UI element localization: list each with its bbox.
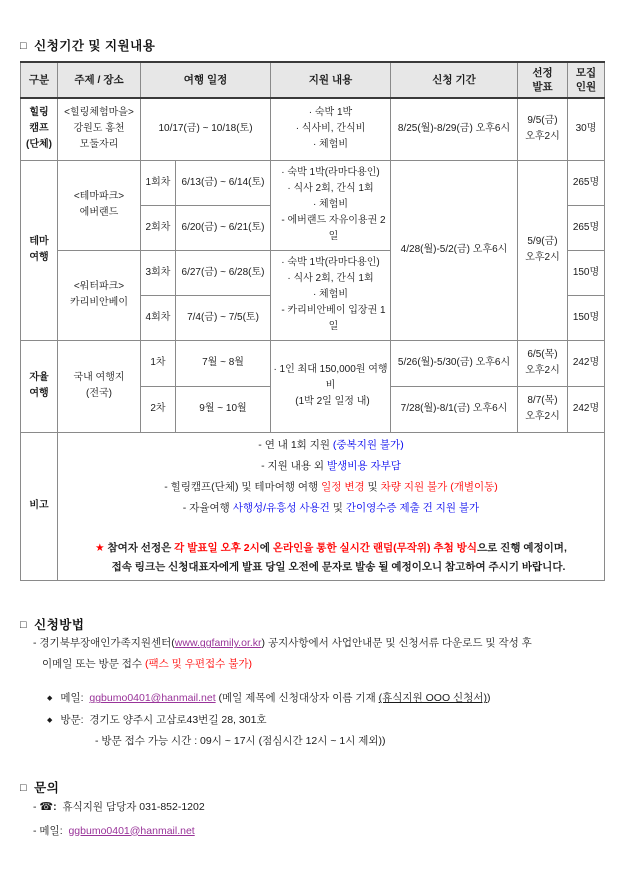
theme-announce	[518, 160, 568, 340]
theme-caribbean-place	[58, 250, 141, 340]
text-run: 에	[259, 541, 273, 554]
section-title-text: 신청기간 및 지원내용	[34, 39, 156, 53]
caribbean-support-l3: · 체험비	[312, 289, 349, 300]
healing-place-l2: 강원도 홍천	[73, 123, 125, 135]
theme-round3-date: 6/27(금) ~ 6/28(토)	[176, 250, 271, 295]
phone-icon: ☎	[39, 801, 54, 814]
header-period: 신청 기간	[391, 62, 518, 98]
header-capacity-line2: 인원	[575, 81, 597, 93]
text-run: - 힐링캠프(단체) 및 테마여행 여행	[164, 480, 322, 493]
free-round2-announce-l2: 오후2시	[525, 411, 560, 422]
row-theme-1	[21, 160, 605, 205]
healing-capacity: 30명	[568, 98, 605, 160]
visit-time-line: - 방문 접수 가능 시간 : 09시 ~ 17시 (점심시간 12시 ~ 1시 제외))	[95, 735, 386, 748]
phone-number-text: 휴식지원 담당자 031-852-1202	[62, 801, 205, 814]
text-run-red: (팩스 및 우편접수 불가)	[144, 658, 253, 671]
section-title-text: 신청방법	[34, 618, 85, 633]
everland-support-l4: - 에버랜드 자유이용권 2일	[281, 215, 386, 242]
theme-caribbean-support	[271, 250, 391, 340]
free-round2-date: 9월 ~ 10월	[176, 386, 271, 432]
text-run: - 연 내 1회 지원	[258, 438, 333, 451]
healing-type	[21, 98, 58, 160]
text-run: - 지원 내용 외	[261, 459, 327, 472]
contact-email-link[interactable]: ggbumo0401@hanmail.net	[68, 824, 195, 837]
free-type-l2: 여행	[29, 388, 49, 399]
theme-type-l1: 테마	[29, 236, 49, 247]
text-run: - 자율여행	[182, 501, 233, 514]
text-run-blue: 간이영수증 제출 건 지원 불가	[345, 501, 480, 514]
star-icon: ★	[95, 541, 105, 554]
row-free-1	[21, 340, 605, 386]
free-round1-no: 1차	[141, 340, 176, 386]
remark-line-2	[60, 456, 602, 477]
selection-notice	[60, 539, 602, 559]
free-round1-capacity: 242명	[568, 340, 605, 386]
free-round2-announce	[518, 386, 568, 432]
everland-place-l1: <테마파크>	[73, 191, 125, 202]
theme-round4-no: 4회차	[141, 295, 176, 340]
row-healing-camp	[21, 98, 605, 160]
healing-support-l3: · 체험비	[312, 139, 349, 151]
free-support-l1: · 1인 최대 150,000원 여행비	[273, 364, 388, 391]
free-round2-capacity: 242명	[568, 386, 605, 432]
free-place-l1: 국내 여행지	[73, 372, 125, 383]
everland-support-l3: · 체험비	[312, 199, 349, 210]
theme-round2-no: 2회차	[141, 205, 176, 250]
text-run-red: 온라인을 통한 실시간 랜덤(무작위) 추첨 방식	[272, 541, 477, 554]
healing-announce	[518, 98, 568, 160]
free-round1-date: 7월 ~ 8월	[176, 340, 271, 386]
text-run: :	[53, 801, 57, 814]
caribbean-place-l2: 카리비안베이	[70, 297, 128, 308]
theme-everland-support	[271, 160, 391, 250]
theme-round4-capacity: 150명	[568, 295, 605, 340]
text-run: - 메일:	[33, 824, 63, 837]
free-round2-no: 2차	[141, 386, 176, 432]
free-round1-announce-l1: 6/5(목)	[527, 349, 558, 360]
text-run: 및	[364, 480, 381, 493]
square-bullet-icon: □	[20, 619, 28, 632]
section-title-text: 문의	[34, 781, 60, 796]
apply-line-1	[20, 633, 604, 654]
remark-line-1	[60, 435, 602, 456]
header-announce-line1: 선정	[532, 66, 553, 79]
text-run-red: 차량 지원 불가 (개별이동)	[380, 480, 498, 493]
theme-round3-capacity: 150명	[568, 250, 605, 295]
text-run: - 경기북부장애인가족지원센터(	[33, 637, 175, 650]
remarks-content	[58, 432, 605, 581]
free-round1-announce	[518, 340, 568, 386]
theme-announce-l1: 5/9(금)	[527, 236, 558, 247]
table-header-row	[21, 62, 605, 98]
theme-round1-date: 6/13(금) ~ 6/14(토)	[176, 160, 271, 205]
diamond-bullet-icon: ◆	[47, 695, 53, 703]
header-schedule: 여행 일정	[141, 62, 271, 98]
visit-address: 경기도 양주시 고삼로43번길 28, 301호	[89, 714, 267, 727]
website-link[interactable]: www.ggfamily.or.kr	[174, 637, 262, 650]
text-run: 이메일 또는 방문 접수	[42, 658, 145, 671]
remark-line-3	[60, 477, 602, 498]
theme-round4-date: 7/4(금) ~ 7/5(토)	[176, 295, 271, 340]
section-title-apply	[20, 615, 604, 633]
text-run-blue: (중복지원 불가)	[332, 438, 404, 451]
free-round2-period: 7/28(월)-8/1(금) 오후6시	[391, 386, 518, 432]
text-run: )	[486, 692, 491, 705]
text-run: (메일 제목에 신청대상자 이름 기재	[215, 692, 379, 705]
contact-mail-line	[20, 820, 604, 842]
contact-phone-line	[20, 796, 604, 819]
free-place-l2: (전국)	[86, 388, 112, 399]
theme-announce-l2: 오후2시	[525, 252, 560, 263]
theme-round1-capacity: 265명	[568, 160, 605, 205]
healing-period: 8/25(월)-8/29(금) 오후6시	[391, 98, 518, 160]
header-capacity	[568, 62, 605, 98]
diamond-bullet-icon: ◆	[47, 717, 53, 725]
healing-announce-l1: 9/5(금)	[527, 115, 558, 127]
healing-date: 10/17(금) ~ 10/18(토)	[141, 98, 271, 160]
schedule-table	[20, 61, 605, 581]
theme-everland-place	[58, 160, 141, 250]
free-place	[58, 340, 141, 432]
healing-support-l2: · 식사비, 간식비	[295, 123, 366, 135]
text-run: -	[33, 801, 40, 814]
free-support	[271, 340, 391, 432]
text-run-red: 각 발표일 오후 2시	[174, 541, 260, 554]
theme-type-l2: 여행	[29, 252, 49, 263]
text-run: ) 공지사항에서 사업안내문 및 신청서류 다운로드 및 작성 후	[261, 637, 532, 650]
healing-type-l1: 힐링	[29, 107, 49, 119]
theme-type	[21, 160, 58, 340]
section-title-contact	[20, 778, 604, 796]
theme-round1-no: 1회차	[141, 160, 176, 205]
section-title-period	[20, 36, 604, 54]
text-run: 및	[329, 501, 346, 514]
caribbean-place-l1: <워터파크>	[73, 281, 125, 292]
healing-place-l3: 모둘자리	[79, 139, 119, 151]
theme-round3-no: 3회차	[141, 250, 176, 295]
theme-round2-date: 6/20(금) ~ 6/21(토)	[176, 205, 271, 250]
healing-place-l1: <힐링체험마을>	[64, 107, 134, 119]
apply-email-link[interactable]: ggbumo0401@hanmail.net	[89, 692, 216, 705]
header-gubun: 구분	[21, 62, 58, 98]
everland-support-l1: · 숙박 1박(라마다용인)	[281, 167, 380, 178]
healing-announce-l2: 오후2시	[525, 131, 560, 143]
free-round2-announce-l1: 8/7(목)	[527, 395, 558, 406]
mail-label: 메일:	[60, 692, 84, 705]
square-bullet-icon: □	[20, 40, 28, 52]
apply-line-2	[20, 654, 604, 675]
healing-support	[271, 98, 391, 160]
remark-line-4	[60, 498, 602, 519]
healing-type-l2: 캠프	[29, 123, 49, 135]
visit-label: 방문:	[60, 714, 84, 727]
text-run: 으로 진행 예정이며,	[476, 541, 567, 554]
caribbean-support-l1: · 숙박 1박(라마다용인)	[281, 257, 380, 268]
free-type	[21, 340, 58, 432]
square-bullet-icon: □	[20, 782, 28, 795]
row-remarks	[21, 432, 605, 581]
spacer	[20, 675, 604, 687]
header-support: 지원 내용	[271, 62, 391, 98]
healing-support-l1: · 숙박 1박	[308, 107, 353, 119]
caribbean-support-l4: - 카리비안베이 입장권 1일	[281, 305, 386, 332]
header-announce	[518, 62, 568, 98]
text-run-red: 일정 변경	[321, 480, 365, 493]
everland-support-l2: · 식사 2회, 간식 1회	[287, 183, 374, 194]
remarks-label: 비고	[21, 432, 58, 581]
theme-period: 4/28(월)-5/2(금) 오후6시	[391, 160, 518, 340]
free-support-l2: (1박 2일 일정 내)	[295, 396, 370, 407]
header-capacity-line1: 모집	[575, 66, 597, 79]
free-round1-period: 5/26(월)-5/30(금) 오후6시	[391, 340, 518, 386]
mail-subject-note: (휴식지원 OOO 신청서)	[378, 692, 487, 705]
apply-mail-line	[20, 687, 604, 709]
caribbean-support-l2: · 식사 2회, 간식 1회	[287, 273, 374, 284]
apply-visit-line	[20, 709, 604, 731]
theme-round2-capacity: 265명	[568, 205, 605, 250]
healing-place	[58, 98, 141, 160]
selection-notice-line2: 접속 링크는 신청대표자에게 발표 당일 오전에 문자로 발송 될 예정이오니 참고하여 주시기 바랍니다.	[111, 561, 566, 574]
text-run-blue: 발생비용 자부담	[326, 459, 401, 472]
contact-section	[20, 778, 604, 841]
header-topic: 주제 / 장소	[58, 62, 141, 98]
everland-place-l2: 에버랜드	[79, 207, 119, 218]
healing-type-l3: (단체)	[26, 139, 52, 151]
text-run: 참여자 선정은	[107, 541, 175, 554]
free-round1-announce-l2: 오후2시	[525, 365, 560, 376]
header-announce-line2: 발표	[532, 81, 553, 93]
apply-section	[20, 615, 604, 752]
free-type-l1: 자율	[29, 372, 49, 383]
text-run-blue: 사행성/유흥성 사용건	[232, 501, 330, 514]
